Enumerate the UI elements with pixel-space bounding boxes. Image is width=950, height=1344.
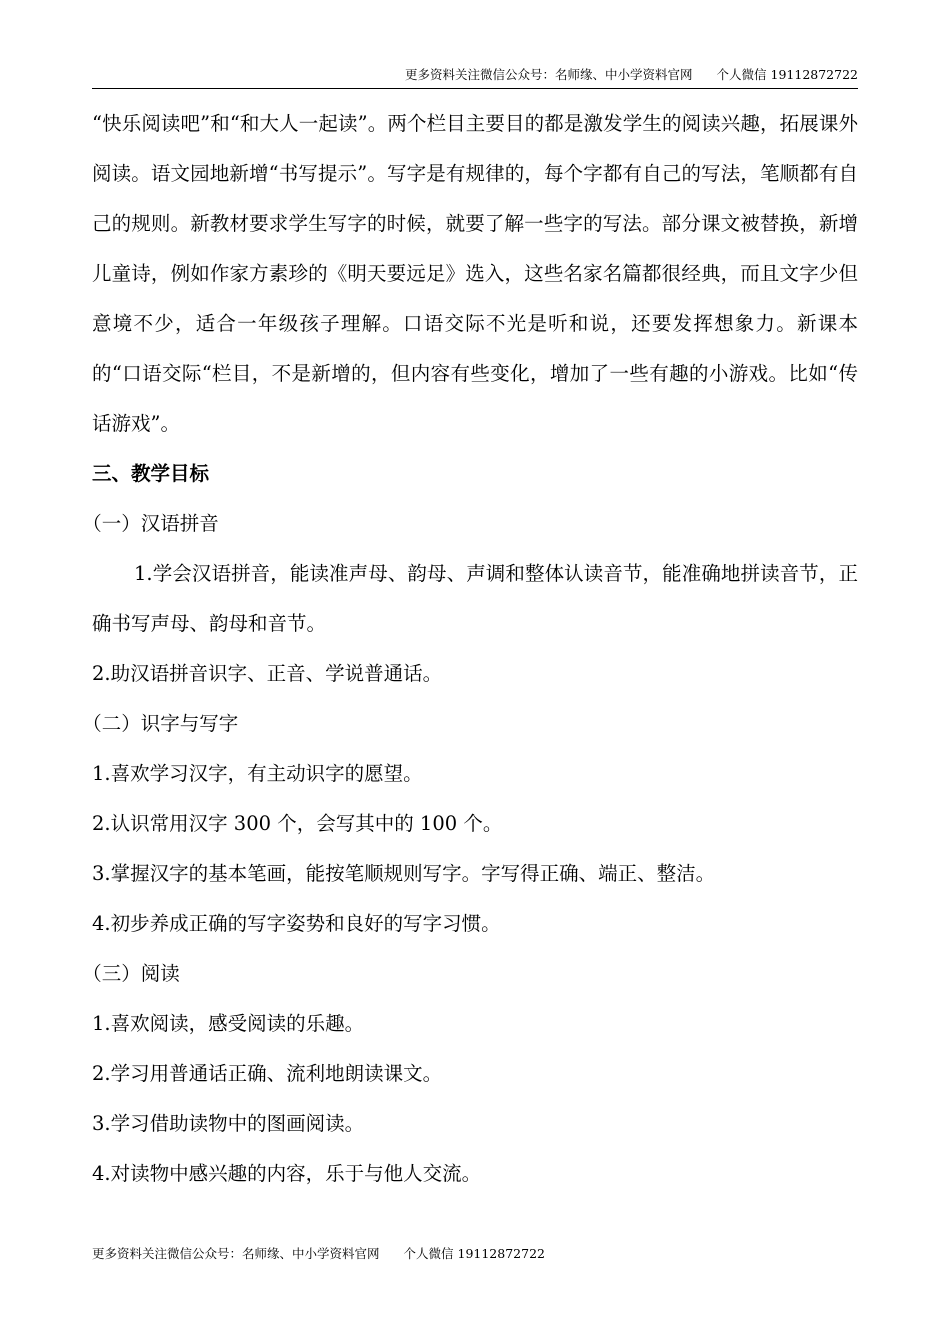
- intro-paragraph: “快乐阅读吧”和“和大人一起读”。两个栏目主要目的都是激发学生的阅读兴趣，拓展课外阅读。语文园地新增“书写提示”。写字是有规律的，每个字都有自己的写法，笔顺都有自己的规则。新教材要求学生写字的时候，就要了解一些字的写法。部分课文被替换，新增儿童诗，例如作家方素珍的《明天要远足》选入，这些名家名篇都很经典，而且文字少但意境不少，适合一年级孩子理解。口语交际不光是听和说，还要发挥想象力。新课本的“口语交际“栏目，不是新增的，但内容有些变化，增加了一些有趣的小游戏。比如“传话游戏”。: [92, 112, 858, 435]
- subsection-heading-literacy: （二）识字与写字: [82, 712, 239, 735]
- section-heading: 三、教学目标: [92, 462, 210, 485]
- list-item: 1.喜欢学习汉字，有主动识字的愿望。: [92, 762, 423, 785]
- list-item: 2.学习用普通话正确、流利地朗读课文。: [92, 1062, 443, 1085]
- subsection-heading-pinyin: （一）汉语拼音: [82, 512, 219, 535]
- footer-left-text: 更多资料关注微信公众号：名师缘、中小学资料官网: [92, 1246, 380, 1261]
- list-item: 1.学会汉语拼音，能读准声母、韵母、声调和整体认读音节，能准确地拼读音节，正确书写声母、韵母和音节。: [92, 562, 858, 635]
- subsection-heading-reading: （三）阅读: [82, 962, 180, 985]
- list-item: 3.掌握汉字的基本笔画，能按笔顺规则写字。字写得正确、端正、整洁。: [92, 862, 716, 885]
- footer-right-text: 个人微信 19112872722: [403, 1246, 545, 1261]
- page-header: [92, 64, 858, 89]
- header-left-text: 更多资料关注微信公众号：名师缘、中小学资料官网: [405, 67, 693, 82]
- list-item: 2.助汉语拼音识字、正音、学说普通话。: [92, 662, 443, 685]
- list-item: 3.学习借助读物中的图画阅读。: [92, 1112, 365, 1135]
- list-item: 4.初步养成正确的写字姿势和良好的写字习惯。: [92, 912, 501, 935]
- list-item: 4.对读物中感兴趣的内容，乐于与他人交流。: [92, 1162, 482, 1185]
- list-item: 1.喜欢阅读，感受阅读的乐趣。: [92, 1012, 365, 1035]
- document-body: [82, 99, 858, 1199]
- page-footer: [92, 1244, 545, 1264]
- header-right-text: 个人微信 19112872722: [716, 67, 858, 82]
- list-item: 2.认识常用汉字 300 个，会写其中的 100 个。: [92, 812, 503, 835]
